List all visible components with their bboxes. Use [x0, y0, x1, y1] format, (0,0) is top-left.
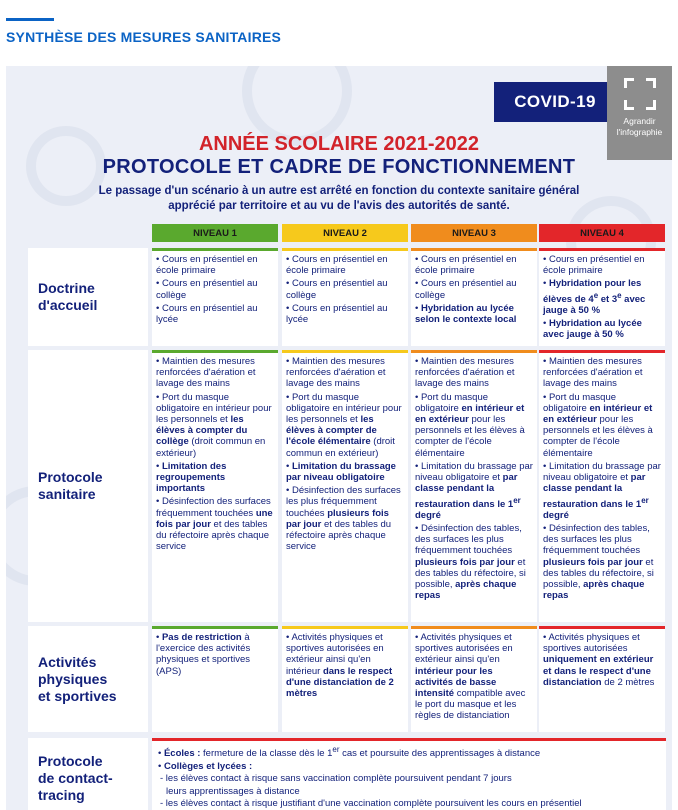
cell-doctrine-niveau-4 [539, 248, 665, 346]
cell-item: • Désinfection des tables, des surfaces les plus fréquemment touchées plusieurs fois par jour et des tables du réfectoire, si possible, après chaque repas [415, 523, 533, 601]
cell-protocole-niveau-4 [539, 350, 665, 622]
fullscreen-icon [624, 78, 656, 110]
contact-tracing-line: • Collèges et lycées : [158, 760, 253, 772]
cell-item: • Port du masque obligatoire en intérieur pour les personnels et les élèves à compter de l'école élémentaire (droit commun en extérieur) [286, 392, 404, 459]
contact-tracing-cell [152, 738, 666, 810]
cell-item: • Hybridation pour les élèves de 4e et 3e avec jauge à 50 % [543, 278, 661, 316]
level-header-1: NIVEAU 1 [152, 224, 278, 242]
cell-item: • Désinfection des surfaces fréquemment touchées une fois par jour et des tables du réfectoire après chaque service [156, 496, 274, 552]
level-header-3: NIVEAU 3 [411, 224, 537, 242]
intro-line-2: apprécié par territoire et au vu de l'avis des autorités de santé. [168, 200, 510, 212]
cell-item: • Pas de restriction à l'exercice des activités physiques et sportives (APS) [156, 632, 274, 677]
cell-item: • Hybridation au lycée avec jauge à 50 % [543, 318, 661, 340]
cell-item: • Port du masque obligatoire en intérieur et en extérieur pour les personnels et les élèves à compter de l'école élémentaire [543, 392, 661, 459]
cell-activites-niveau-4 [539, 626, 665, 732]
contact-tracing-line: • Écoles : fermeture de la classe dès le 1er cas et poursuite des apprentissages à distance [158, 745, 541, 760]
cell-item: • Cours en présentiel au lycée [286, 303, 404, 325]
level-header-4: NIVEAU 4 [539, 224, 665, 242]
cell-item: • Limitation du brassage par niveau obligatoire [286, 461, 404, 483]
cell-item: • Activités physiques et sportives autorisées en extérieur ainsi qu'en intérieur pour les activités de basse intensité compatible avec le port du masque et les règles de distanciation [415, 632, 533, 722]
intro-line-1: Le passage d'un scénario à un autre est arrêté en fonction du contexte sanitaire général [98, 185, 580, 197]
cell-item: • Cours en présentiel au lycée [156, 303, 274, 325]
cell-activites-niveau-2 [282, 626, 408, 732]
cell-activites-niveau-3 [411, 626, 537, 732]
level-header-2: NIVEAU 2 [282, 224, 408, 242]
cell-item: • Maintien des mesures renforcées d'aération et lavage des mains [543, 356, 661, 390]
row-label-contact-tracing: Protocole de contact- tracing [28, 738, 148, 810]
cell-item: • Limitation du brassage par niveau obligatoire et par classe pendant la restauration dans le 1er degré [415, 461, 533, 521]
cell-protocole-niveau-2 [282, 350, 408, 622]
infographic-intro [66, 184, 612, 214]
cell-doctrine-niveau-2 [282, 248, 408, 346]
cell-item: • Cours en présentiel au collège [415, 278, 533, 300]
cell-activites-niveau-1 [152, 626, 278, 732]
cell-item: • Cours en présentiel au collège [156, 278, 274, 300]
cell-item: • Désinfection des tables, des surfaces les plus fréquemment touchées plusieurs fois par jour et des tables du réfectoire, si possible, après chaque repas [543, 523, 661, 601]
cell-item: • Désinfection des surfaces les plus fréquemment touchées plusieurs fois par jour et des tables du réfectoire après chaque service [286, 485, 404, 552]
cell-item: • Cours en présentiel en école primaire [156, 254, 274, 276]
infographic-title-year: ANNÉE SCOLAIRE 2021-2022 [198, 133, 480, 155]
cell-doctrine-niveau-1 [152, 248, 278, 346]
expand-label-line1: Agrandir [623, 116, 656, 126]
contact-tracing-line: - les élèves contact à risque sans vaccination complète poursuivent pendant 7 jours [160, 773, 512, 785]
cell-item: • Port du masque obligatoire en intérieur et en extérieur pour les personnels et les élèves à compter de l'école élémentaire [415, 392, 533, 459]
contact-tracing-line: - les élèves contact à risque justifiant d'une vaccination complète poursuivent les cours en présentiel [160, 798, 582, 810]
cell-item: • Activités physiques et sportives autorisées en extérieur ainsi qu'en intérieur dans le respect d'une distanciation de 2 mètres [286, 632, 404, 699]
row-label-activites: Activités physiques et sportives [28, 626, 148, 732]
cell-item: • Limitation du brassage par niveau obligatoire et par classe pendant la restauration dans le 1er degré [543, 461, 661, 521]
cell-doctrine-niveau-3 [411, 248, 537, 346]
cell-item: • Maintien des mesures renforcées d'aération et lavage des mains [286, 356, 404, 390]
cell-item: • Cours en présentiel en école primaire [543, 254, 661, 276]
infographic-title-protocol: PROTOCOLE ET CADRE DE FONCTIONNEMENT [102, 156, 576, 178]
cell-item: • Cours en présentiel au collège [286, 278, 404, 300]
cell-item: • Limitation des regroupements importants [156, 461, 274, 495]
cell-item: • Hybridation au lycée selon le contexte local [415, 303, 533, 325]
cell-item: • Maintien des mesures renforcées d'aération et lavage des mains [156, 356, 274, 390]
cell-item: • Port du masque obligatoire en intérieur pour les personnels et les élèves à compter du collège (droit commun en extérieur) [156, 392, 274, 459]
row-label-doctrine: Doctrine d'accueil [28, 248, 148, 346]
expand-label-line2: l'infographie [616, 127, 663, 137]
cell-item: • Cours en présentiel en école primaire [415, 254, 533, 276]
cell-item: • Activités physiques et sportives autorisées uniquement en extérieur et dans le respect d'une distanciation de 2 mètres [543, 632, 661, 688]
section-title: SYNTHÈSE DES MESURES SANITAIRES [6, 29, 282, 45]
infographic[interactable] [6, 66, 672, 810]
cell-protocole-niveau-3 [411, 350, 537, 622]
section-accent-rule [6, 18, 54, 21]
cell-item: • Maintien des mesures renforcées d'aération et lavage des mains [415, 356, 533, 390]
contact-tracing-line: leurs apprentissages à distance [166, 785, 300, 797]
cell-item: • Cours en présentiel en école primaire [286, 254, 404, 276]
cell-protocole-niveau-1 [152, 350, 278, 622]
covid-badge: COVID-19 [494, 82, 616, 122]
row-label-protocole: Protocole sanitaire [28, 350, 148, 622]
